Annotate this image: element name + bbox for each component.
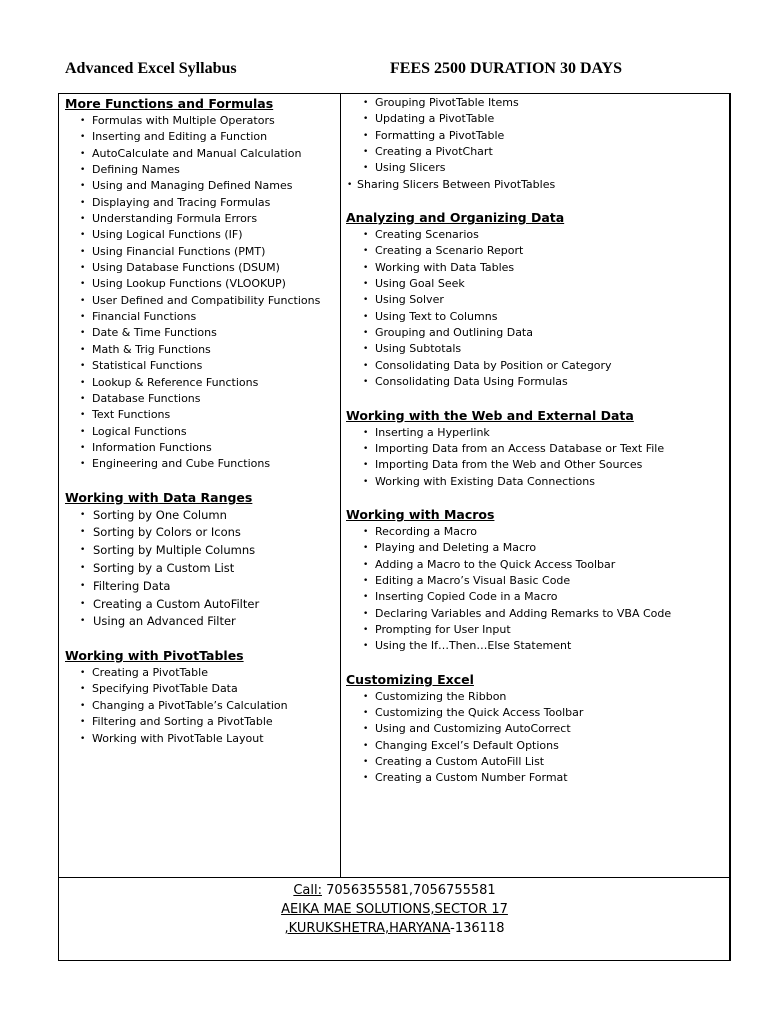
section-web-external-data: [346, 407, 726, 490]
section-customizing-excel: [346, 671, 726, 787]
pin-code: -136118: [450, 921, 505, 936]
list-item: • Playing and Deleting a Macro: [346, 540, 726, 556]
topic-list: [65, 507, 335, 632]
list-item: • Using Database Functions (DSUM): [65, 260, 335, 276]
section-title: Working with Macros: [346, 506, 495, 522]
list-item: • Specifying PivotTable Data: [65, 681, 335, 697]
list-item: • Inserting and Editing a Function: [65, 129, 335, 145]
list-item: • Grouping PivotTable Items: [346, 95, 726, 111]
list-item: • Using Goal Seek: [346, 276, 726, 292]
left-column: [65, 95, 335, 747]
section-title: Working with the Web and External Data: [346, 407, 634, 423]
list-item: • Sorting by Colors or Icons: [65, 524, 335, 542]
list-item: • Formatting a PivotTable: [346, 128, 726, 144]
list-item: • Information Functions: [65, 440, 335, 456]
section-title: Analyzing and Organizing Data: [346, 210, 565, 226]
list-item: • Math & Trig Functions: [65, 342, 335, 358]
section-title: More Functions and Formulas: [65, 96, 274, 111]
topic-list: [346, 524, 726, 655]
topic-list: [65, 665, 335, 747]
address-line: [58, 919, 731, 938]
list-item: • Changing Excel’s Default Options: [346, 738, 726, 754]
topic-list: [346, 227, 726, 390]
list-item: • Using Financial Functions (PMT): [65, 244, 335, 260]
list-item: • Importing Data from an Access Database or Text File: [346, 441, 726, 457]
list-item: • Grouping and Outlining Data: [346, 325, 726, 341]
list-item: • Lookup & Reference Functions: [65, 375, 335, 391]
list-item: • Customizing the Quick Access Toolbar: [346, 705, 726, 721]
call-label: Call:: [293, 883, 322, 898]
list-item: • Displaying and Tracing Formulas: [65, 195, 335, 211]
list-item: • Using Solver: [346, 292, 726, 308]
list-item: • Consolidating Data by Position or Category: [346, 358, 726, 374]
list-item: • Sorting by a Custom List: [65, 560, 335, 578]
list-item: • Creating a Scenario Report: [346, 243, 726, 259]
list-item: • Inserting a Hyperlink: [346, 425, 726, 441]
topic-list: [65, 113, 335, 473]
list-item: • Importing Data from the Web and Other Sources: [346, 457, 726, 473]
list-item: • Customizing the Ribbon: [346, 689, 726, 705]
section-title: Working with Data Ranges: [65, 489, 253, 505]
company-name: AEIKA MAE SOLUTIONS,SECTOR 17: [281, 902, 508, 917]
list-item: • Using and Managing Defined Names: [65, 178, 335, 194]
list-item: • Creating Scenarios: [346, 227, 726, 243]
list-item: • User Defined and Compatibility Functions: [65, 293, 335, 309]
list-item: • Recording a Macro: [346, 524, 726, 540]
pivot-continued-list: [346, 95, 726, 193]
list-item: • Creating a Custom AutoFill List: [346, 754, 726, 770]
list-item: • Formulas with Multiple Operators: [65, 113, 335, 129]
list-item: • Logical Functions: [65, 424, 335, 440]
list-item: • AutoCalculate and Manual Calculation: [65, 146, 335, 162]
list-item: • Inserting Copied Code in a Macro: [346, 589, 726, 605]
phone-line: [58, 881, 731, 900]
list-item: • Creating a PivotChart: [346, 144, 726, 160]
list-item: • Date & Time Functions: [65, 325, 335, 341]
list-item: • Editing a Macro’s Visual Basic Code: [346, 573, 726, 589]
section-data-ranges: [65, 489, 335, 632]
list-item: • Creating a PivotTable: [65, 665, 335, 681]
list-item: • Using and Customizing AutoCorrect: [346, 721, 726, 737]
list-item: • Understanding Formula Errors: [65, 211, 335, 227]
list-item: • Using Lookup Functions (VLOOKUP): [65, 276, 335, 292]
list-item: • Using an Advanced Filter: [65, 613, 335, 631]
contact-footer: [58, 881, 731, 938]
section-analyzing-data: [346, 209, 726, 390]
list-item: • Creating a Custom AutoFilter: [65, 596, 335, 614]
list-item: • Statistical Functions: [65, 358, 335, 374]
list-item: • Using Subtotals: [346, 341, 726, 357]
phone-numbers: 7056355581,7056755581: [321, 883, 496, 898]
list-item: • Sorting by Multiple Columns: [65, 542, 335, 560]
right-column: [346, 95, 726, 787]
list-item: • Declaring Variables and Adding Remarks to VBA Code: [346, 606, 726, 622]
topic-list: [346, 425, 726, 490]
list-item: • Prompting for User Input: [346, 622, 726, 638]
list-item: • Filtering Data: [65, 578, 335, 596]
list-item: • Using Logical Functions (IF): [65, 227, 335, 243]
topic-list: [346, 689, 726, 787]
fees-duration: FEES 2500 DURATION 30 DAYS: [390, 60, 623, 77]
section-title: Working with PivotTables: [65, 648, 244, 664]
list-item: • Engineering and Cube Functions: [65, 456, 335, 472]
section-pivottables: [65, 647, 335, 747]
section-title: Customizing Excel: [346, 671, 474, 687]
list-item: • Using the If…Then…Else Statement: [346, 638, 726, 654]
column-divider: [340, 93, 341, 877]
section-macros: [346, 506, 726, 655]
list-item: • Changing a PivotTable’s Calculation: [65, 698, 335, 714]
list-item: • Filtering and Sorting a PivotTable: [65, 714, 335, 730]
list-item: • Database Functions: [65, 391, 335, 407]
list-item: • Financial Functions: [65, 309, 335, 325]
list-item: • Working with Data Tables: [346, 260, 726, 276]
list-item: • Updating a PivotTable: [346, 111, 726, 127]
section-more-functions: [65, 95, 335, 473]
list-item: • Working with PivotTable Layout: [65, 731, 335, 747]
list-item: • Using Slicers: [346, 160, 726, 176]
list-item: • Adding a Macro to the Quick Access Toolbar: [346, 557, 726, 573]
list-item: • Defining Names: [65, 162, 335, 178]
list-item: • Creating a Custom Number Format: [346, 770, 726, 786]
list-item: • Sorting by One Column: [65, 507, 335, 525]
footer-divider: [58, 877, 731, 878]
list-item: • Text Functions: [65, 407, 335, 423]
list-item: • Using Text to Columns: [346, 309, 726, 325]
syllabus-title: Advanced Excel Syllabus: [65, 60, 237, 77]
city-state: ,KURUKSHETRA,HARYANA: [284, 921, 451, 936]
list-item: • Consolidating Data Using Formulas: [346, 374, 726, 390]
list-item: • Working with Existing Data Connections: [346, 474, 726, 490]
list-item: • Sharing Slicers Between PivotTables: [346, 177, 726, 193]
